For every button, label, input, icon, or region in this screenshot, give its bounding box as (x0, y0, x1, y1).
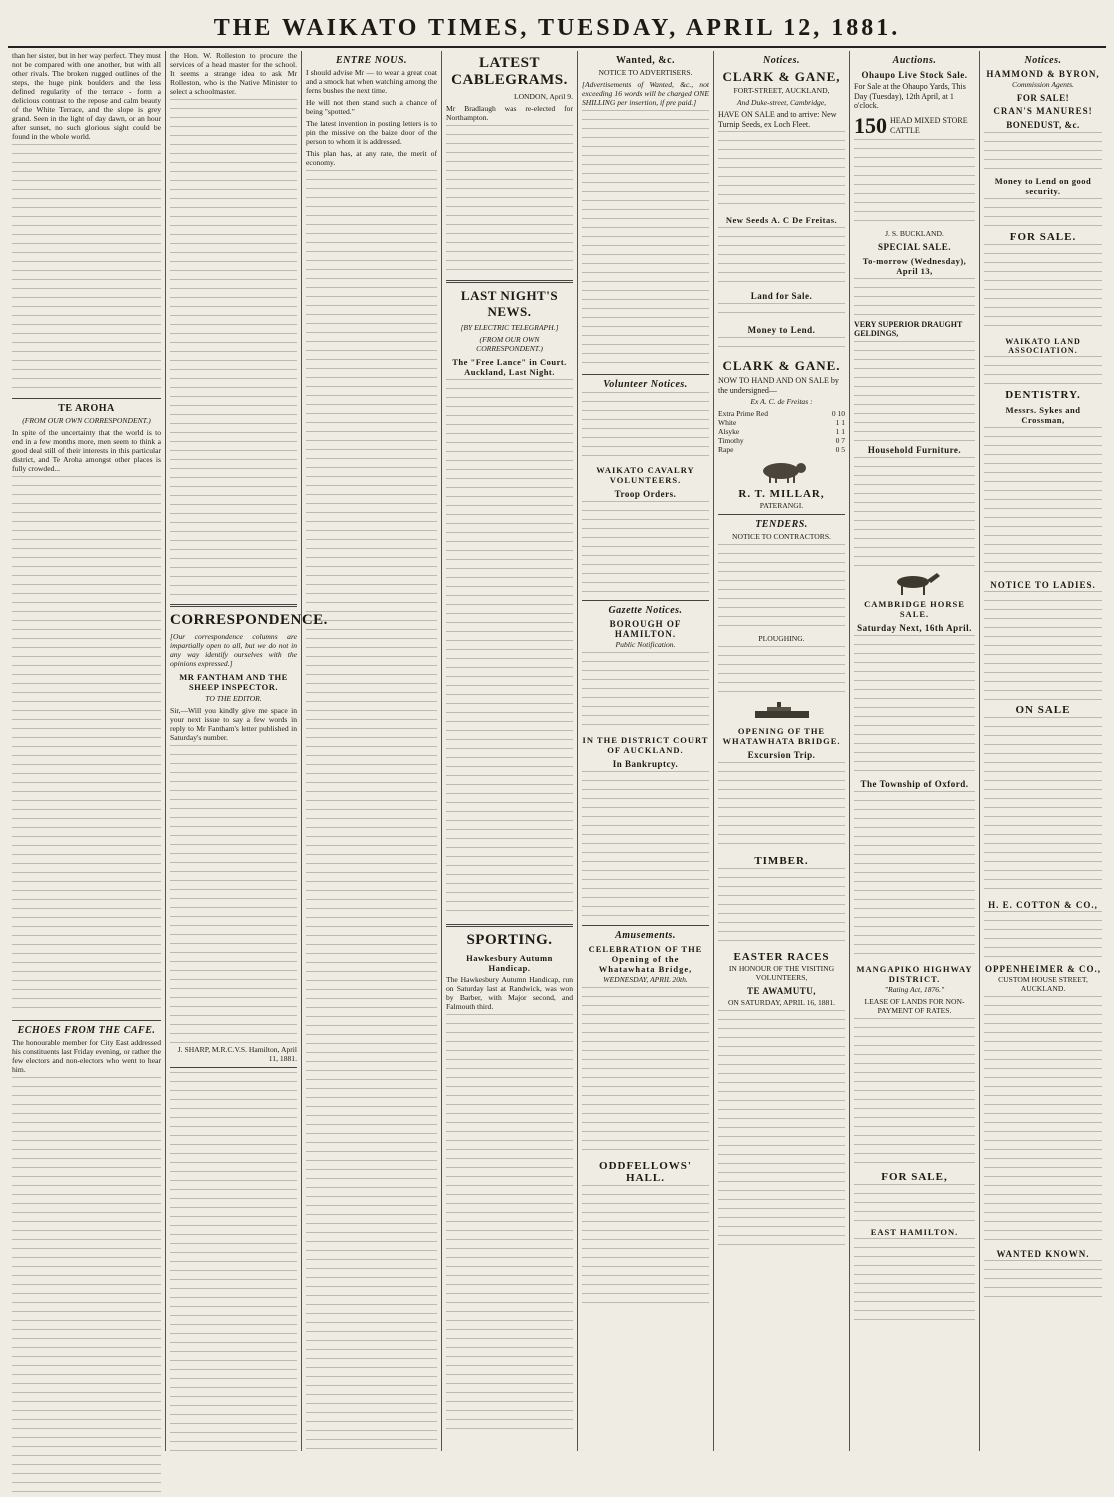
clark-gane-address-2: And Duke-street, Cambridge, (736, 98, 827, 107)
seeds-list-block (718, 227, 845, 287)
millar-place: PATERANGI. (759, 501, 804, 511)
price-value: 1 1 (835, 418, 845, 428)
ladies-heading: NOTICE TO LADIES. (990, 580, 1096, 590)
letter-body-text-block (170, 745, 297, 1045)
news-body-text-block (446, 379, 573, 919)
easter-races-sub: IN HONOUR OF THE VISITING VOLUNTEERS, (728, 964, 835, 983)
lease-text-block (854, 1018, 975, 1168)
clark-gane-address: FORT-STREET, AUCKLAND, (733, 86, 830, 95)
price-table (718, 409, 845, 454)
divider (582, 600, 709, 601)
east-hamilton-text-block (854, 1238, 975, 1328)
column-2-body-text-block (170, 99, 297, 599)
price-value: 0 5 (835, 445, 845, 455)
bridge-celebration-heading: CELEBRATION OF THE Opening of the Whatawhata Bridge, (588, 944, 703, 974)
divider (582, 925, 709, 926)
price-item: Rape (718, 445, 734, 455)
column-1 (8, 51, 166, 1451)
oppenheimer-address: CUSTOM HOUSE STREET, AUCKLAND. (998, 975, 1088, 993)
seeds-heading: New Seeds A. C De Freitas. (725, 215, 838, 226)
ladies-text-block (984, 591, 1102, 701)
money-heading-2: Money to Lend on good security. (994, 176, 1092, 196)
masthead (8, 8, 1106, 48)
amusements-heading: Amusements. (615, 930, 676, 941)
troop-orders-heading: Troop Orders. (614, 489, 677, 499)
price-item: Alsyke (718, 427, 740, 437)
last-nights-news-heading: LAST NIGHT'S NEWS. (460, 288, 559, 319)
gazette-heading: Gazette Notices. (608, 605, 683, 616)
bonedust-text-block (984, 132, 1102, 172)
bankruptcy-text-block (582, 771, 709, 921)
ohaupo-sale-text: For Sale at the Ohaupo Yards, This Day (Tuesday), 12th April, at 1 o'clock. (854, 82, 966, 111)
divider (446, 924, 573, 927)
divider (446, 280, 573, 283)
notices-heading: Notices. (762, 55, 801, 66)
geldings-text-block (854, 341, 975, 441)
land-text-block (718, 303, 845, 321)
bridge-opening-heading: OPENING OF THE WHATAWHATA BRIDGE. (722, 726, 841, 747)
sporting-text: The Hawkesbury Autumn Handicap, run on Saturday last at Randwick, was won by Barber, with Major second, and Falmouth third. (446, 975, 573, 1011)
divider (170, 1067, 297, 1068)
cattle-count: 150 (854, 112, 887, 138)
excursion-text-block (718, 762, 845, 852)
cattle-lot (854, 113, 975, 139)
letter-text: Sir,—Will you kindly give me space in your next issue to say a few words in reply to Mr Fantham's letter published in Saturday's number. (170, 706, 297, 742)
cablegrams-body-text-block (446, 125, 573, 275)
price-row (718, 436, 845, 445)
land-heading: Land for Sale. (750, 291, 813, 302)
clark-gane-heading-2: CLARK & GANE. (722, 358, 841, 374)
news-subheading-2: (FROM OUR OWN CORRESPONDENT.) (476, 335, 543, 353)
cavalry-heading: WAIKATO CAVALRY VOLUNTEERS. (596, 465, 695, 485)
oppenheimer-list-block (984, 996, 1102, 1246)
cattle-description: HEAD MIXED STORE CATTLE (890, 116, 968, 135)
cattle-list-block (854, 139, 975, 229)
cotton-text-block (984, 911, 1102, 961)
advertisers-notice-text: [Advertisements of Wanted, &c., not exceeding 16 words will be charged ONE SHILLING per insertion, if pre paid.] (582, 80, 709, 107)
ram-illustration-icon (747, 457, 817, 485)
advertisers-notice-heading: NOTICE TO ADVERTISERS. (598, 68, 693, 77)
price-row (718, 445, 845, 454)
easter-races-place: TE AWAMUTU, (746, 986, 816, 997)
column-1-lead-text: than her sister, but in her way perfect. They must not be compared with one another, but with all other rivals. The broken rugged outlines of the steps, the huge pink boulders and the less defined regularity of the terrace - form a delicious contrast to the repose and calm beauty of the White Terrace, and the slope is grey grand. Seen in the light of day dawn, or an hour after sunset, no such glorious sight could be found in the whole world. (12, 51, 161, 141)
special-sale-heading: SPECIAL SALE. (877, 241, 952, 252)
column-3 (302, 51, 442, 1451)
echoes-text: The honourable member for City East addressed his constituents last Friday evening, or rather the few electors and non-electors who went to hear him. (12, 1038, 161, 1074)
entre-nous-heading: ENTRE NOUS. (335, 55, 408, 66)
bonedust-heading: BONEDUST, &c. (1006, 120, 1080, 130)
timber-text-block (718, 868, 845, 948)
auctioneer-name: J. S. BUCKLAND. (885, 228, 944, 238)
court-heading: IN THE DISTRICT COURT OF AUCKLAND. (582, 735, 709, 755)
oxford-text-block (854, 791, 975, 961)
on-sale-text-block (984, 717, 1102, 897)
auctions-heading: Auctions. (892, 55, 937, 66)
tenders-heading: TENDERS. (755, 519, 808, 531)
echoes-body-text-block (12, 1077, 161, 1497)
household-text-block (854, 457, 975, 567)
bridge-celebration-date: WEDNESDAY, APRIL 20th. (603, 975, 688, 984)
borough-heading: BOROUGH OF HAMILTON. (609, 619, 682, 639)
money-text-block-2 (984, 198, 1102, 228)
column-2 (166, 51, 328, 1451)
borough-subheading: Public Notification. (615, 640, 676, 649)
column-5 (578, 51, 714, 1451)
column-2-tail-text-block (170, 1072, 297, 1452)
east-hamilton-heading: EAST HAMILTON. (870, 1226, 959, 1237)
ploughing-heading: PLOUGHING. (758, 634, 805, 644)
clark-gane-list-block (718, 131, 845, 211)
correspondence-heading: CORRESPONDENCE. (170, 612, 328, 628)
horse-sale-heading: CAMBRIDGE HORSE SALE. (864, 598, 965, 619)
cablegrams-dateline: LONDON, April 9. (513, 92, 573, 101)
timber-heading: TIMBER. (754, 855, 809, 868)
special-sale-text-block (854, 278, 975, 318)
borough-text-block (582, 652, 709, 732)
price-value: 0 7 (835, 436, 845, 446)
wanted-known-heading: WANTED KNOWN. (996, 1249, 1090, 1259)
cablegrams-text: Mr Bradlaugh was re-elected for Northampton. (446, 104, 573, 122)
entre-nous-item-3: The latest invention in posting letters is to pin the missive on the baize door of the person to whom it is addressed. (306, 119, 437, 146)
horse-sale-text-block (854, 635, 975, 775)
ex-ship-heading: Ex A. C. de Freitas : (750, 397, 813, 407)
price-item: Extra Prime Red (718, 409, 768, 419)
column-1-body-text-block (12, 144, 161, 394)
news-item-heading: The "Free Lance" in Court. Auckland, Last Night. (452, 357, 567, 377)
letter-heading: MR FANTHAM AND THE SHEEP INSPECTOR. (179, 672, 288, 692)
contractors-text-block (718, 544, 845, 634)
commission-agents: Commission Agents. (1012, 80, 1074, 89)
letter-signoff: J. SHARP, M.R.C.V.S. Hamilton, April 11, 1881. (177, 1045, 297, 1063)
hammond-byron-heading: HAMMOND & BYRON, (986, 69, 1100, 79)
clark-gane-text: HAVE ON SALE and to arrive: New Turnip Seeds, ex Loch Fleet. (718, 110, 837, 129)
te-aroha-body-text-block (12, 476, 161, 1016)
sporting-heading: SPORTING. (466, 932, 553, 948)
lease-heading: LEASE OF LANDS FOR NON-PAYMENT OF RATES. (864, 996, 965, 1015)
entre-nous-item-1: I should advise Mr — to wear a great coat and a smock hat when watching among the ferns bushes the next time. (306, 68, 437, 95)
dentistry-heading: DENTISTRY. (1005, 389, 1081, 401)
for-sale-heading-2: FOR SALE. (1009, 231, 1077, 243)
for-sale-text-block-2 (984, 244, 1102, 334)
oddfellows-heading: ODDFELLOWS' HALL. (599, 1160, 692, 1184)
contractors-heading: NOTICE TO CONTRACTORS. (732, 532, 831, 542)
masthead-title: THE WAIKATO TIMES, TUESDAY, APRIL 12, 1881. (213, 15, 901, 41)
for-sale-heading: FOR SALE! (1016, 93, 1070, 103)
news-subheading: [BY ELECTRIC TELEGRAPH.] (460, 323, 559, 332)
volunteer-heading: Volunteer Notices. (603, 379, 688, 390)
special-sale-date: To-morrow (Wednesday), April 13, (862, 255, 967, 276)
bridge-celebration-text-block (582, 987, 709, 1157)
wanted-heading: Wanted, &c. (615, 55, 676, 66)
cablegrams-heading: LATEST CABLEGRAMS. (451, 55, 568, 88)
columns (8, 51, 1106, 1451)
price-row (718, 427, 845, 436)
letter-salutation: TO THE EDITOR. (205, 694, 262, 703)
column-6 (714, 51, 850, 1451)
correspondence-note: [Our correspondence columns are impartially open to all, but we do not in any way identify ourselves with the opinions expressed.] (170, 632, 297, 668)
troop-orders-text-block (582, 501, 709, 596)
oppenheimer-heading: OPPENHEIMER & CO., (985, 964, 1101, 974)
horse-illustration-icon (883, 570, 947, 596)
volunteer-text-block (582, 392, 709, 462)
wanted-ads-block (582, 110, 709, 370)
on-sale-heading: ON SALE (1015, 704, 1071, 716)
bankruptcy-heading: In Bankruptcy. (612, 759, 679, 769)
price-value: 0 10 (831, 409, 845, 419)
entre-nous-item-4: This plan has, at any rate, the merit of economy. (306, 149, 437, 167)
divider (718, 514, 845, 515)
entre-nous-item-2: He will not then stand such a chance of being "spotted." (306, 98, 437, 116)
geldings-heading: VERY SUPERIOR DRAUGHT GELDINGS, (854, 319, 963, 339)
price-row (718, 409, 845, 418)
te-aroha-text: In spite of the uncertainty that the world is to end in a few months more, men seem to think a good deal still of their interests in this particular district, and Te Aroha amongst other places is fully crowded... (12, 428, 161, 473)
dentists-heading: Messrs. Sykes and Crossman, (1005, 405, 1081, 425)
notices-heading-2: Notices. (1024, 55, 1062, 66)
ploughing-text-block (718, 646, 845, 696)
waikato-land-heading: WAIKATO LAND ASSOCIATION. (1005, 337, 1081, 355)
money-text-block (718, 337, 845, 355)
price-item: White (718, 418, 737, 428)
rating-act: "Rating Act, 1876." (884, 984, 945, 994)
dentistry-text-block (984, 427, 1102, 577)
waikato-land-text-block (984, 356, 1102, 386)
easter-races-date: ON SATURDAY, APRIL 16, 1881. (727, 998, 836, 1008)
sporting-body-text-block (446, 1014, 573, 1434)
column-2-lead-text: the Hon. W. Rolleston to procure the services of a head master for the school. It seems a strange idea to ask Mr Rolleston, who is the Native Minister to select a schoolmaster. (170, 51, 297, 96)
price-row (718, 418, 845, 427)
divider (170, 604, 297, 607)
column-7 (850, 51, 980, 1451)
clark-gane-heading: CLARK & GANE, (722, 69, 841, 84)
sporting-item-heading: Hawkesbury Autumn Handicap. (466, 953, 553, 973)
divider (12, 1020, 161, 1021)
divider (12, 398, 161, 399)
wanted-known-text-block (984, 1260, 1102, 1300)
oxford-heading: The Township of Oxford. (860, 778, 969, 789)
ohaupo-sale-heading: Ohaupo Live Stock Sale. (861, 70, 968, 80)
te-aroha-heading: TE AROHA (58, 403, 115, 414)
money-heading: Money to Lend. (747, 325, 816, 336)
easter-races-heading: EASTER RACES (733, 951, 830, 964)
column-4 (442, 51, 578, 1451)
oddfellows-text-block (582, 1185, 709, 1305)
column-8 (980, 51, 1106, 1451)
excursion-heading: Excursion Trip. (747, 750, 816, 761)
sale-text: NOW TO HAND AND ON SALE by the undersigned— (718, 376, 839, 395)
for-sale-heading: FOR SALE, (881, 1170, 948, 1183)
for-sale-text-block (854, 1184, 975, 1224)
price-item: Timothy (718, 436, 744, 446)
millar-heading: R. T. MILLAR, (738, 488, 825, 501)
echoes-heading: ECHOES FROM THE CAFE. (17, 1025, 156, 1036)
entre-nous-body-text-block (306, 170, 437, 1450)
mangapiko-heading: MANGAPIKO HIGHWAY DISTRICT. (856, 963, 973, 984)
horse-sale-date: Saturday Next, 16th April. (857, 622, 972, 633)
te-aroha-subheading: (FROM OUR OWN CORRESPONDENT.) (22, 416, 151, 425)
household-heading: Household Furniture. (867, 444, 962, 455)
easter-races-text-block (718, 1010, 845, 1250)
steamer-illustration-icon (747, 699, 817, 723)
manures-heading: CRAN'S MANURES! (993, 106, 1093, 116)
divider (582, 374, 709, 375)
cotton-heading: H. E. COTTON & CO., (988, 900, 1098, 910)
price-value: 1 1 (835, 427, 845, 437)
